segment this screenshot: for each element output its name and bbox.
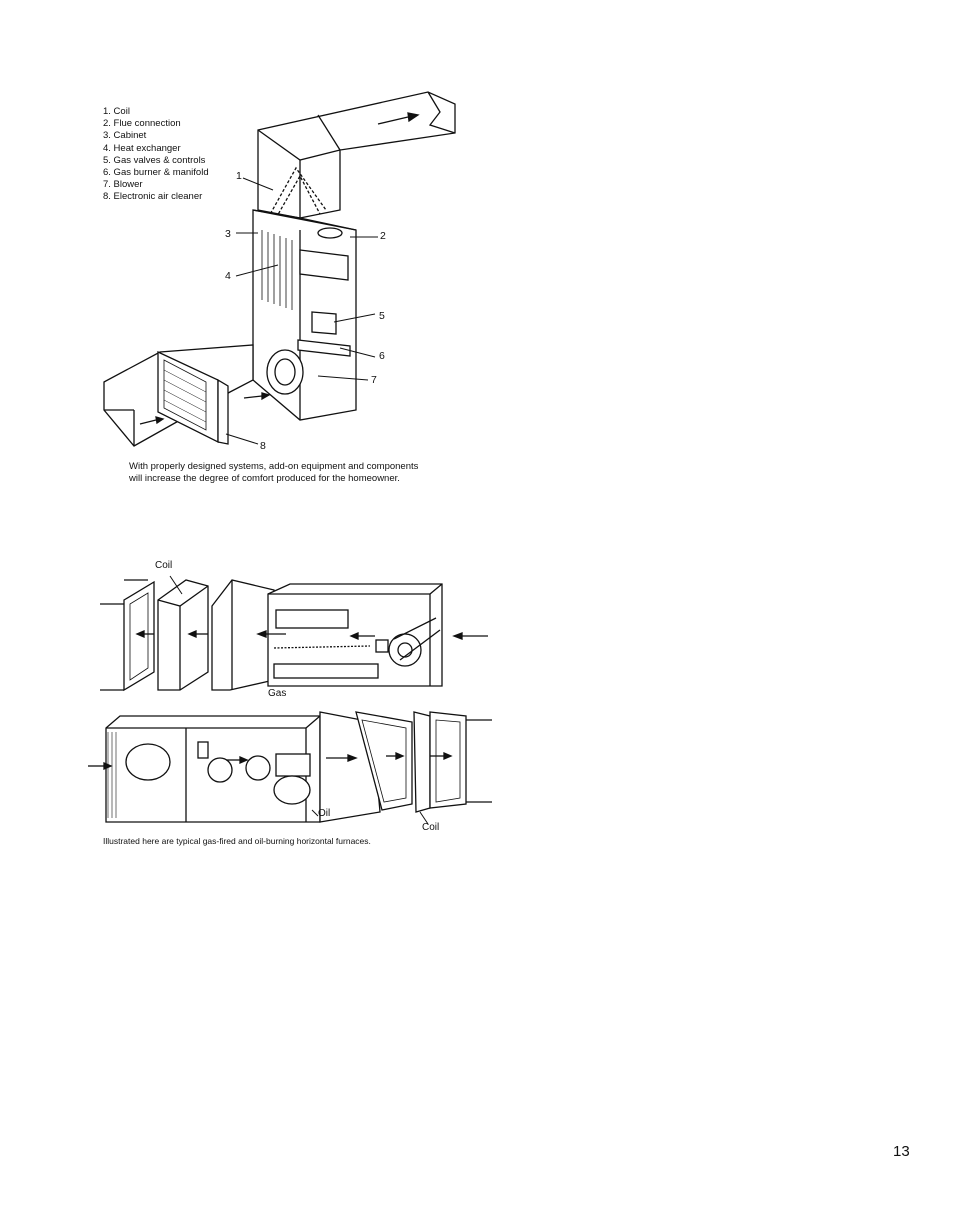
- callout-8: 8: [260, 440, 266, 452]
- page-number: 13: [893, 1143, 910, 1160]
- figure-1-caption: With properly designed systems, add-on equipment and components will increase the degree of comfort produced for the homeowner.: [129, 461, 419, 484]
- callout-6: 6: [379, 350, 385, 362]
- legend-item: 8. Electronic air cleaner: [103, 191, 203, 203]
- legend-item: 2. Flue connection: [103, 118, 181, 130]
- legend-item: 4. Heat exchanger: [103, 142, 181, 154]
- callout-1: 1: [236, 170, 242, 182]
- callout-4: 4: [225, 270, 231, 282]
- figure-2-caption: Illustrated here are typical gas-fired and oil-burning horizontal furnaces.: [103, 836, 371, 846]
- legend-item: 6. Gas burner & manifold: [103, 167, 209, 179]
- legend-item: 7. Blower: [103, 179, 143, 191]
- legend-item: 1. Coil: [103, 106, 130, 117]
- gas-label: Gas: [268, 688, 287, 699]
- callout-7: 7: [371, 374, 377, 386]
- callout-3: 3: [225, 228, 231, 240]
- oil-label: Oil: [318, 808, 331, 819]
- coil-label-bottom: Coil: [422, 822, 440, 833]
- callout-5: 5: [379, 310, 385, 322]
- legend-item: 5. Gas valves & controls: [103, 154, 206, 166]
- coil-label-top: Coil: [155, 560, 173, 571]
- callout-2: 2: [380, 230, 386, 242]
- legend-item: 3. Cabinet: [103, 130, 147, 142]
